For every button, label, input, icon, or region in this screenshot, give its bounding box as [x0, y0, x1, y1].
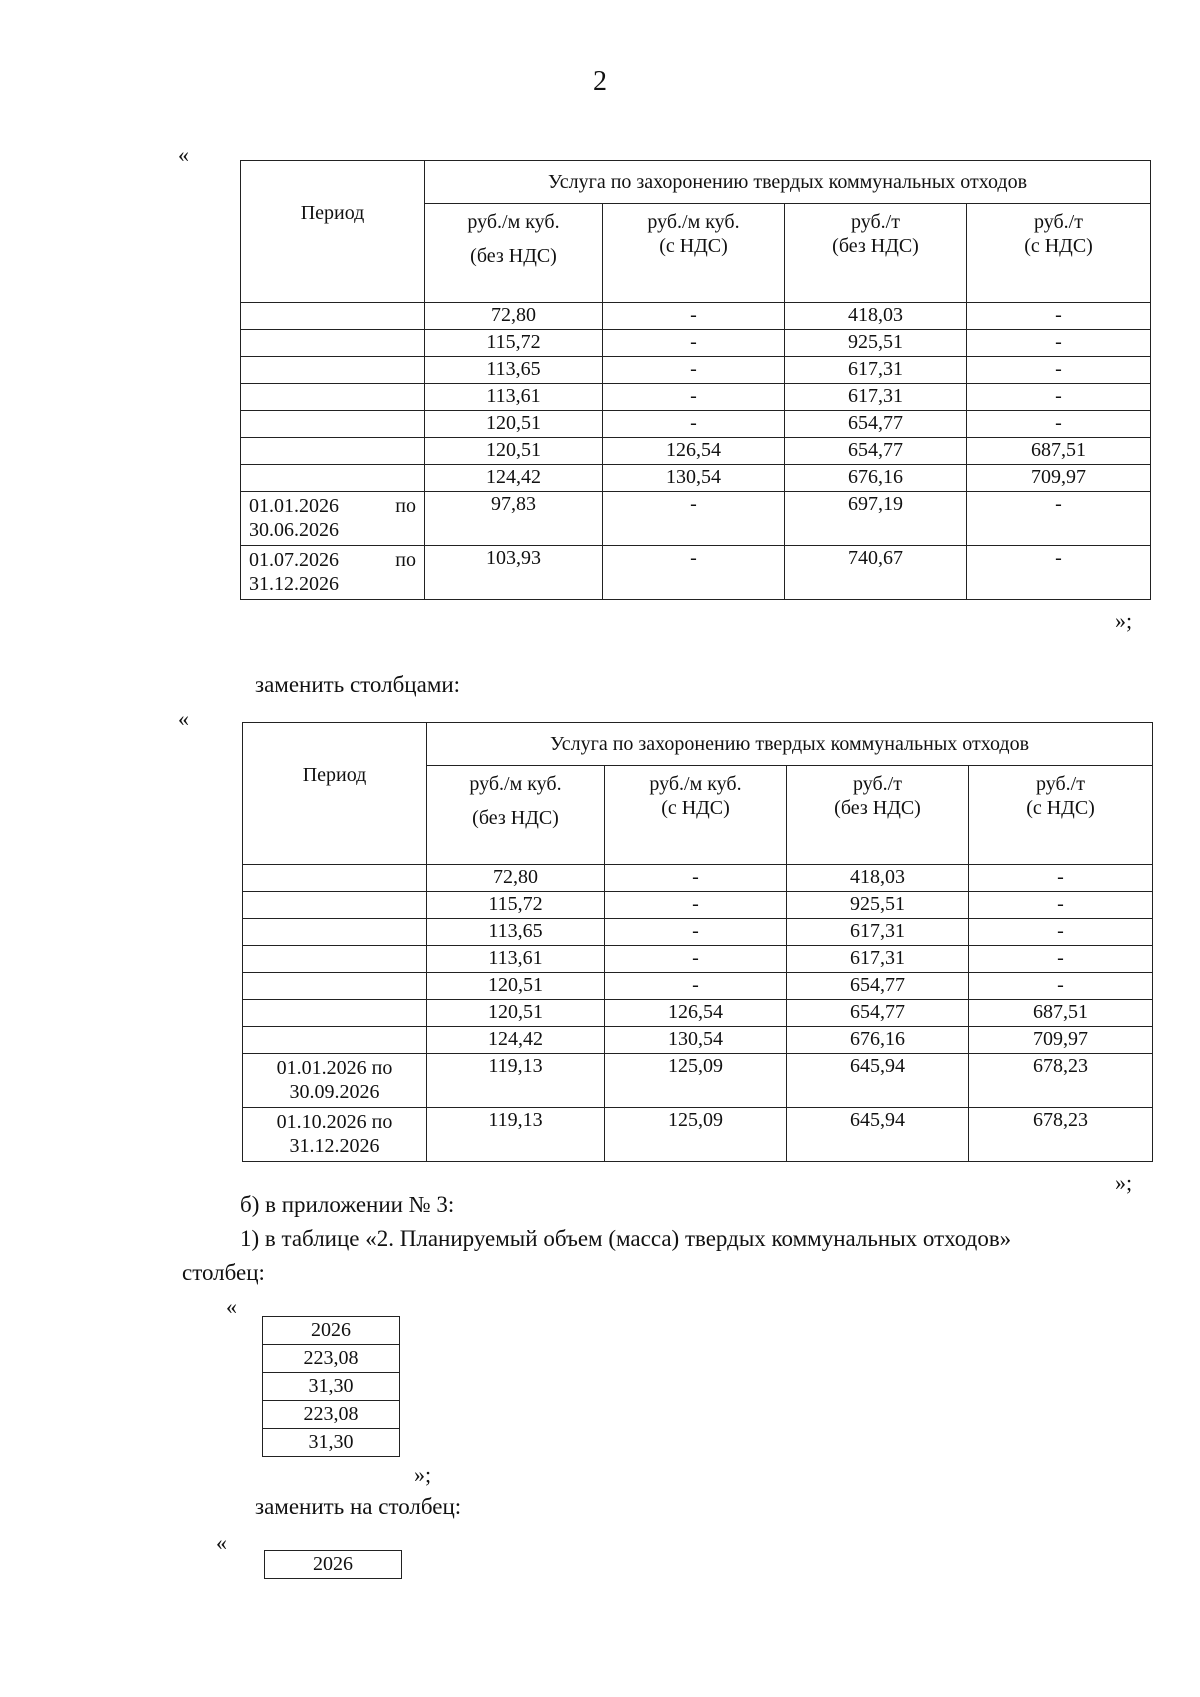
header-unit-t-vat: руб./т (с НДС) — [969, 766, 1153, 865]
header-unit-m3-no-vat: руб./м куб. (без НДС) — [425, 204, 603, 303]
cell-value: 687,51 — [967, 438, 1151, 465]
cell-period — [241, 384, 425, 411]
cell-value: - — [603, 357, 785, 384]
cell-value: - — [969, 946, 1153, 973]
quote-close-1: »; — [1115, 608, 1133, 633]
cell-value: 130,54 — [603, 465, 785, 492]
cell-value: - — [969, 919, 1153, 946]
cell-value: 115,72 — [427, 892, 605, 919]
cell-value: 709,97 — [969, 1027, 1153, 1054]
cell-period — [243, 946, 427, 973]
cell-value: 2026 — [263, 1317, 400, 1345]
table-row-period — [243, 1054, 1153, 1108]
cell-value: - — [605, 892, 787, 919]
cell-value: 124,42 — [427, 1027, 605, 1054]
table-row — [263, 1373, 400, 1401]
cell-value: - — [603, 303, 785, 330]
table-row-period — [243, 1108, 1153, 1162]
cell-period — [241, 357, 425, 384]
cell-value: 925,51 — [787, 892, 969, 919]
page-number: 2 — [593, 66, 607, 97]
cell-value: 113,61 — [425, 384, 603, 411]
table-row — [241, 411, 1151, 438]
quote-close-2: »; — [1115, 1170, 1133, 1195]
cell-value: 925,51 — [785, 330, 967, 357]
header-period: Период — [241, 161, 425, 303]
cell-value: 697,19 — [785, 492, 967, 546]
quote-open-4: « — [216, 1530, 227, 1555]
cell-period — [243, 865, 427, 892]
tariff-table-old — [240, 160, 1151, 600]
item-1-text-line1: 1) в таблице «2. Планируемый объем (масса) твердых коммунальных отходов» — [240, 1226, 1012, 1251]
quote-open-3: « — [226, 1294, 237, 1319]
cell-period — [243, 919, 427, 946]
table-row — [265, 1551, 402, 1579]
item-1-text-line2: столбец: — [182, 1260, 265, 1285]
cell-value: 617,31 — [787, 919, 969, 946]
cell-value: 645,94 — [787, 1108, 969, 1162]
cell-value: - — [603, 330, 785, 357]
cell-value: 654,77 — [787, 1000, 969, 1027]
table-row — [243, 1000, 1153, 1027]
cell-period: 01.01.2026 по 30.06.2026 — [241, 492, 425, 546]
table-row — [263, 1317, 400, 1345]
table-row — [243, 865, 1153, 892]
cell-value: 645,94 — [787, 1054, 969, 1108]
cell-value: 124,42 — [425, 465, 603, 492]
cell-value: 654,77 — [785, 411, 967, 438]
cell-value: 72,80 — [425, 303, 603, 330]
cell-value: 113,65 — [425, 357, 603, 384]
cell-value: 617,31 — [787, 946, 969, 973]
cell-value: 709,97 — [967, 465, 1151, 492]
cell-value: 115,72 — [425, 330, 603, 357]
cell-period — [241, 465, 425, 492]
header-service: Услуга по захоронению твердых коммунальных отходов — [425, 161, 1151, 204]
cell-value: - — [967, 411, 1151, 438]
item-b-text: б) в приложении № 3: — [240, 1192, 455, 1217]
cell-value: 676,16 — [787, 1027, 969, 1054]
header-unit-t-vat: руб./т (с НДС) — [967, 204, 1151, 303]
cell-value: - — [603, 411, 785, 438]
cell-value: 126,54 — [603, 438, 785, 465]
cell-value: 418,03 — [785, 303, 967, 330]
cell-value: 103,93 — [425, 546, 603, 600]
table-row — [241, 303, 1151, 330]
table-row — [243, 1027, 1153, 1054]
cell-period: 01.07.2026 по 31.12.2026 — [241, 546, 425, 600]
cell-value: 676,16 — [785, 465, 967, 492]
cell-value: - — [967, 384, 1151, 411]
quote-open-2: « — [178, 706, 189, 731]
cell-value: - — [967, 357, 1151, 384]
table-row — [241, 357, 1151, 384]
cell-value: - — [605, 865, 787, 892]
cell-value: 740,67 — [785, 546, 967, 600]
cell-value: 119,13 — [427, 1054, 605, 1108]
cell-value: - — [603, 546, 785, 600]
cell-value: 2026 — [265, 1551, 402, 1579]
cell-value: - — [605, 919, 787, 946]
cell-value: 113,65 — [427, 919, 605, 946]
cell-value: 120,51 — [425, 411, 603, 438]
volume-column-old — [262, 1316, 400, 1457]
cell-value: 113,61 — [427, 946, 605, 973]
cell-value: 223,08 — [263, 1401, 400, 1429]
cell-value: - — [969, 973, 1153, 1000]
replace-column-text: заменить на столбец: — [255, 1494, 462, 1519]
cell-value: 72,80 — [427, 865, 605, 892]
table-row — [241, 438, 1151, 465]
cell-value: 617,31 — [785, 384, 967, 411]
cell-value: 125,09 — [605, 1108, 787, 1162]
table-row — [243, 892, 1153, 919]
cell-period — [243, 1000, 427, 1027]
cell-value: - — [967, 546, 1151, 600]
cell-period — [241, 438, 425, 465]
cell-period: 01.01.2026 по 30.09.2026 — [243, 1054, 427, 1108]
cell-value: 31,30 — [263, 1429, 400, 1457]
cell-value: - — [969, 892, 1153, 919]
cell-value: - — [605, 946, 787, 973]
header-unit-m3-no-vat: руб./м куб. (без НДС) — [427, 766, 605, 865]
table-row — [243, 919, 1153, 946]
cell-period — [241, 330, 425, 357]
cell-value: 654,77 — [785, 438, 967, 465]
table-row — [243, 946, 1153, 973]
cell-value: - — [603, 492, 785, 546]
header-unit-m3-vat: руб./м куб. (с НДС) — [605, 766, 787, 865]
cell-value: 687,51 — [969, 1000, 1153, 1027]
table-row — [241, 384, 1151, 411]
cell-value: 120,51 — [425, 438, 603, 465]
cell-period — [243, 973, 427, 1000]
volume-column-new — [264, 1550, 402, 1579]
cell-value: 31,30 — [263, 1373, 400, 1401]
header-unit-m3-vat: руб./м куб. (с НДС) — [603, 204, 785, 303]
cell-value: 418,03 — [787, 865, 969, 892]
cell-value: 126,54 — [605, 1000, 787, 1027]
header-unit-t-no-vat: руб./т (без НДС) — [787, 766, 969, 865]
cell-value: 120,51 — [427, 973, 605, 1000]
table-row — [241, 330, 1151, 357]
cell-value: 130,54 — [605, 1027, 787, 1054]
cell-value: 617,31 — [785, 357, 967, 384]
cell-value: - — [603, 384, 785, 411]
table-row — [241, 465, 1151, 492]
cell-period — [243, 892, 427, 919]
header-service: Услуга по захоронению твердых коммунальных отходов — [427, 723, 1153, 766]
header-period: Период — [243, 723, 427, 865]
cell-value: - — [967, 330, 1151, 357]
table-row — [243, 973, 1153, 1000]
cell-value: 125,09 — [605, 1054, 787, 1108]
cell-period — [241, 303, 425, 330]
table-row-period — [241, 492, 1151, 546]
tariff-table-new — [242, 722, 1153, 1162]
table-row — [263, 1345, 400, 1373]
quote-open-1: « — [178, 142, 189, 167]
table-row — [263, 1401, 400, 1429]
cell-period — [243, 1027, 427, 1054]
cell-period: 01.10.2026 по 31.12.2026 — [243, 1108, 427, 1162]
cell-value: - — [967, 492, 1151, 546]
cell-value: 120,51 — [427, 1000, 605, 1027]
cell-value: 654,77 — [787, 973, 969, 1000]
cell-value: - — [969, 865, 1153, 892]
replace-columns-text: заменить столбцами: — [255, 672, 461, 697]
table-row-period — [241, 546, 1151, 600]
cell-value: - — [605, 973, 787, 1000]
cell-value: 678,23 — [969, 1108, 1153, 1162]
quote-close-3: »; — [414, 1462, 432, 1487]
cell-value: 119,13 — [427, 1108, 605, 1162]
cell-value: - — [967, 303, 1151, 330]
cell-period — [241, 411, 425, 438]
cell-value: 223,08 — [263, 1345, 400, 1373]
cell-value: 97,83 — [425, 492, 603, 546]
cell-value: 678,23 — [969, 1054, 1153, 1108]
table-row — [263, 1429, 400, 1457]
header-unit-t-no-vat: руб./т (без НДС) — [785, 204, 967, 303]
